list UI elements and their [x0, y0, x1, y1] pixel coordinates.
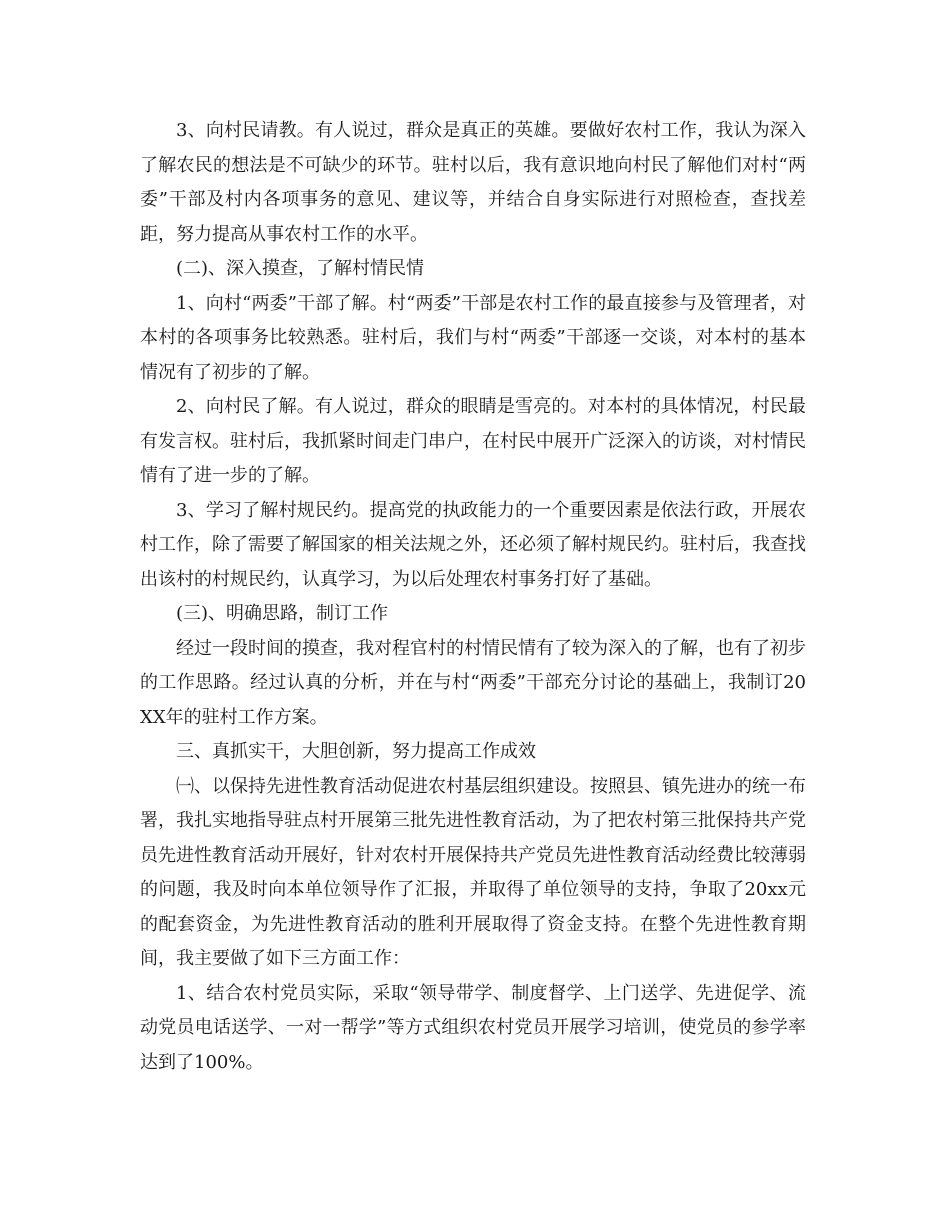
paragraph-cadre-inquiry: 1、向村“两委”干部了解。村“两委”干部是农村工作的最直接参与及管理者，对本村的各项事务比较熟悉。驻村后，我们与村“两委”干部逐一交谈，对本村的基本情况有了初步的了解。	[140, 292, 806, 383]
paragraph-party-study: 1、结合农村党员实际，采取“领导带学、制度督学、上门送学、先进促学、流动党员电话送学、一对一帮学”等方式组织农村党员开展学习培训，使党员的参学率达到了100%。	[140, 982, 806, 1073]
heading-investigation: (二)、深入摸查，了解村情民情	[176, 258, 425, 279]
paragraph-advanced-education: ㈠、以保持先进性教育活动促进农村基层组织建设。按照县、镇先进办的统一布署，我扎实地指导驻点村开展第三批先进性教育活动，为了把农村第三批保持共产党员先进性教育活动开展好，针对农村开展保持共产党员先进性教育活动经费比较薄弱的问题，我及时向本单位领导作了汇报，并取得了单位领导的支持，争取了20xx元的配套资金，为先进性教育活动的胜利开展取得了资金支持。在整个先进性教育期间，我主要做了如下三方面工作：	[140, 775, 806, 969]
heading-section-three: 三、真抓实干，大胆创新，努力提高工作成效	[176, 741, 536, 762]
paragraph-work-plan: 经过一段时间的摸查，我对程官村的村情民情有了较为深入的了解，也有了初步的工作思路。经过认真的分析，并在与村“两委”干部充分讨论的基础上，我制订20XX年的驻村工作方案。	[140, 637, 806, 728]
paragraph-villager-consultation: 3、向村民请教。有人说过，群众是真正的英雄。要做好农村工作，我认为深入了解农民的想法是不可缺少的环节。驻村以后，我有意识地向村民了解他们对村“两委”干部及村内各项事务的意见、建议等，并结合自身实际进行对照检查，查找差距，努力提高从事农村工作的水平。	[140, 120, 806, 245]
paragraph-villager-inquiry: 2、向村民了解。有人说过，群众的眼睛是雪亮的。对本村的具体情况，村民最有发言权。驻村后，我抓紧时间走门串户，在村民中展开广泛深入的访谈，对村情民情有了进一步的了解。	[140, 396, 806, 486]
heading-clarify-approach: (三)、明确思路，制订工作	[176, 603, 389, 624]
document-page	[140, 114, 806, 1080]
paragraph-village-rules: 3、学习了解村规民约。提高党的执政能力的一个重要因素是依法行政，开展农村工作，除了需要了解国家的相关法规之外，还必须了解村规民约。驻村后，我查找出该村的村规民约，认真学习，为以后处理农村事务打好了基础。	[140, 499, 806, 590]
